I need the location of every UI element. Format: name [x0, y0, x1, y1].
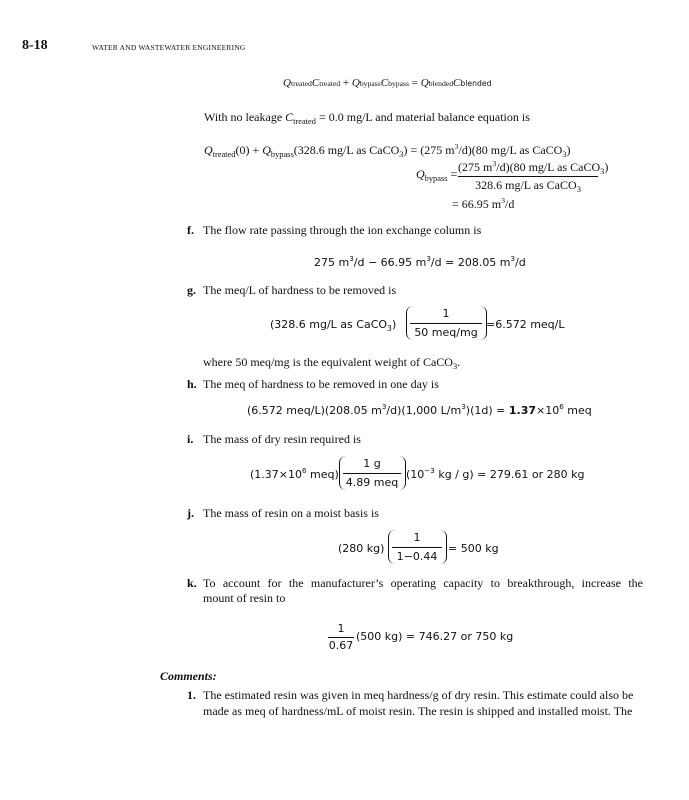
step-text-k-cont: mount of resin to — [203, 591, 286, 605]
step-text-h: The meq of hardness to be removed in one day is — [203, 377, 439, 391]
text-no-leakage: With no leakage $C_{treated} = 0.0$ mg/L and material balance equation is — [204, 110, 530, 126]
note-g: where 50 meq/mg is the equivalent weight of CaCO$_3$. — [203, 355, 461, 371]
equation-balance: $Q_{treated}(0) + Q_{bypass}(328.6$ mg/L as CaCO$_3$) = (275 $m^3/d)(80$ mg/L as CaCO$_3$) — [204, 142, 571, 159]
step-label-g: g. — [187, 283, 196, 297]
step-label-i: i. — [187, 432, 194, 446]
comment-line-1: The estimated resin was given in meq hardness/g of dry resin. This estimate could also be — [203, 688, 634, 702]
equation-h: (6.572 meq/L)(208.05 $m^3/d)(1,000$ $L/m^3)(1d) = 1.37\times 10^6$ meq — [247, 402, 592, 417]
equation-i-right: ($10^{-3}$ kg / g) = 279.61 or 280 kg — [406, 466, 585, 481]
balance-denominator: 328.6 mg/L as CaCO$_3$ — [475, 178, 581, 194]
equation-k-numerator: 1 — [337, 622, 345, 635]
fraction-bar — [410, 323, 482, 324]
equation-j-left: (280 kg) — [338, 542, 385, 555]
fraction-bar — [392, 547, 442, 548]
equation-j-numerator: 1 — [413, 531, 421, 544]
step-text-g: The meq/L of hardness to be removed is — [203, 283, 397, 297]
paren-right — [440, 530, 447, 564]
equation-top: QtreatedCtreated + QbypassCbypass = QblendedCblended — [283, 77, 492, 89]
comments-title: Comments: — [160, 669, 217, 683]
equation-g-right: =6.572 meq/L — [486, 318, 565, 331]
balance-fraction-bar — [458, 176, 598, 177]
equation-j-denominator: 1−0.44 — [396, 550, 438, 563]
step-label-f: f. — [187, 223, 194, 237]
step-label-j: j. — [187, 506, 194, 520]
equation-g-denominator: 50 meq/mg — [414, 326, 478, 339]
comment-label-1: 1. — [187, 688, 196, 702]
step-text-j: The mass of resin on a moist basis is — [203, 506, 379, 520]
fraction-bar — [343, 473, 401, 474]
qbypass-label: $Q_{bypass}$ = — [416, 167, 458, 183]
balance-numerator: (275 $m^3/d)(80$ mg/L as CaCO$_3$) — [458, 159, 609, 176]
equation-g-left: (328.6 mg/L as CaCO$_3$) — [270, 318, 397, 333]
running-title: WATER AND WASTEWATER ENGINEERING — [92, 43, 246, 52]
equation-i-numerator: 1 g — [363, 457, 381, 470]
comment-line-2: made as meq of hardness/mL of moist resin. The resin is shipped and installed moist. The — [203, 704, 633, 718]
step-text-k: To account for the manufacturer’s operating capacity to breakthrough, increase the — [203, 576, 643, 590]
fraction-bar — [328, 637, 354, 638]
page-number: 8-18 — [22, 38, 48, 53]
equation-k-right: (500 kg) = 746.27 or 750 kg — [356, 630, 514, 643]
equation-i-left: ($1.37\times 10^6$ meq) — [250, 466, 339, 481]
step-label-k: k. — [187, 576, 197, 590]
equation-f: 275 $m^3/d - 66.95$ $m^3/d = 208.05$ $m^3/d$ — [314, 254, 526, 269]
equation-i-denominator: 4.89 meq — [345, 476, 399, 489]
paren-right — [399, 456, 406, 490]
equation-j-right: = 500 kg — [448, 542, 499, 555]
step-text-i: The mass of dry resin required is — [203, 432, 361, 446]
step-label-h: h. — [187, 377, 197, 391]
step-text-f: The flow rate passing through the ion exchange column is — [203, 223, 482, 237]
equation-g-numerator: 1 — [442, 307, 450, 320]
balance-result: = 66.95 $m^3/d$ — [452, 196, 515, 211]
equation-k-denominator: 0.67 — [328, 639, 354, 652]
